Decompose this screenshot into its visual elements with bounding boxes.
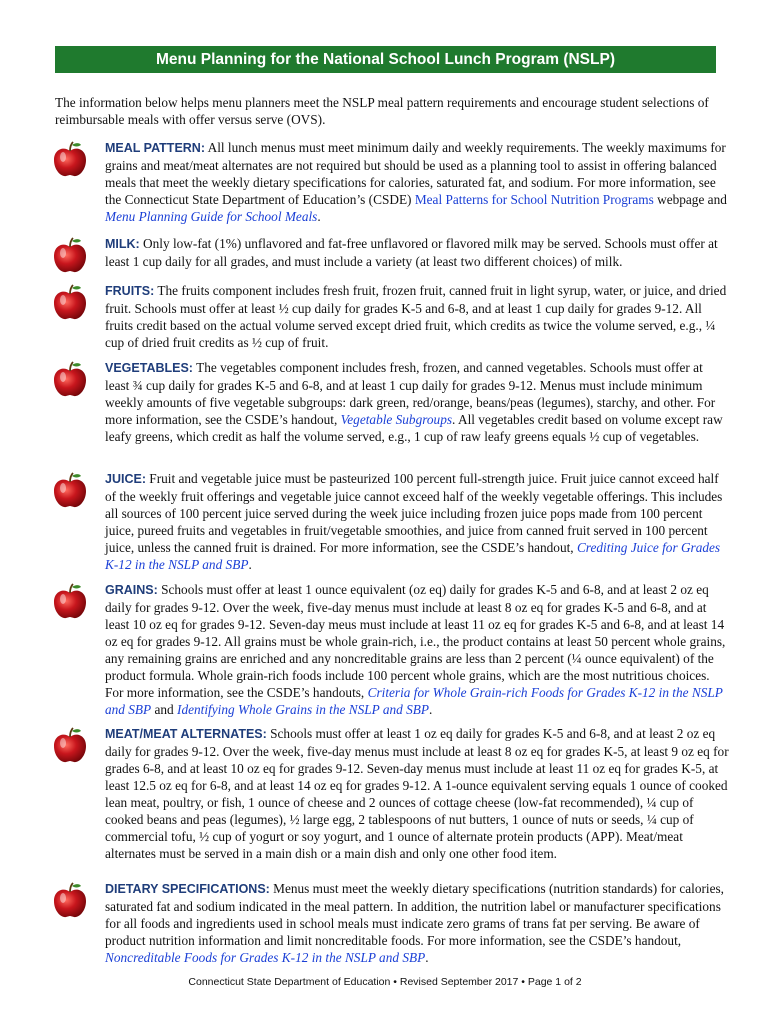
section-body: Schools must offer at least 1 oz eq daily for grades K-5 and 6-8, and at least 2 oz eq daily for grades 9-12. Over the week, five-day menus must include at least 8 oz eq for grades K-5, at least 9 oz eq for grades 6-8, and at least 10 oz eq for grades 9-12. Seven-day menus must include at least 11 oz eq for grades K-5, at least 12.5 oz eq for 6-8, and at least 14 oz eq for grades 9-12. A 1-ounce equivalent serving equals 1 ounce of cooked lean meat, poultry, or fish, 1 ounce of cheese and 2 ounces of cottage cheese (low-fat recommended), ¼ cup of cooked beans and peas (legumes), ½ large egg, 2 tablespoons of nut butters, 1 ounce of nuts or seeds, ¼ cup of commercial tofu, ½ cup of yogurt or soy yogurt, and 1 ounce of alternate protein products (APP). Meat/meat alternates must be served in a main dish or a main dish and only one other food item.	[105, 726, 729, 861]
section-text	[105, 139, 730, 225]
section-text	[105, 725, 730, 862]
section-body: The fruits component includes fresh fruit, frozen fruit, canned fruit in light syrup, water, or juice, and dried fruit. Schools must offer at least ½ cup daily for grades K-5 and 6-8, and at least 1 cup daily for grades 9-12. All fruits credit based on the actual volume served except dried fruit, which credits as twice the volume served, e.g., ¼ cup of dried fruit credits as ½ cup of fruit.	[105, 283, 727, 350]
section-text	[105, 581, 730, 718]
apple-icon	[50, 470, 90, 510]
section-heading: MEAL PATTERN:	[105, 141, 205, 155]
apple-icon	[50, 725, 90, 765]
section-vegetables	[50, 359, 730, 445]
apple-icon	[50, 235, 90, 275]
section-heading: MILK:	[105, 237, 140, 251]
crediting-juice-link[interactable]: Crediting Juice for Grades K-12 in the NSLP and SBP	[105, 540, 721, 572]
section-grains	[50, 581, 730, 718]
section-body: All lunch menus must meet minimum daily and weekly requirements. The weekly maximums for grains and meat/meat alternates are not required but should be used as a planning tool to assist in offering balanced meals that meet the weekly dietary specifications for calories, saturated fat, and sodium. For more information, see the Connecticut State Department of Education’s (CSDE)	[105, 140, 726, 207]
section-body: .	[425, 950, 429, 965]
page-footer: Connecticut State Department of Education • Revised September 2017 • Page 1 of 2	[188, 976, 582, 988]
section-heading: GRAINS:	[105, 583, 158, 597]
section-body: Fruit and vegetable juice must be pasteurized 100 percent full-strength juice. Fruit juice cannot exceed half of the weekly fruit offerings and vegetable juice cannot exceed half of the weekly vegetable offerings. This includes all sources of 100 percent juice served during the week juice including frozen juice pops made from 100 percent juice, pureed fruits and vegetables in fruit/vegetable smoothies, and juice from canned fruit served in 100 percent juice, unless the canned fruit is drained. For more information, see the CSDE’s handout,	[105, 471, 723, 555]
section-text	[105, 880, 730, 966]
section-heading: JUICE:	[105, 472, 146, 486]
intro-paragraph: The information below helps menu planners meet the NSLP meal pattern requirements and encourage student selections of reimbursable meals with offer versus serve (OVS).	[55, 95, 709, 127]
section-text	[105, 359, 730, 445]
apple-icon	[50, 359, 90, 399]
page-title: Menu Planning for the National School Lunch Program (NSLP)	[55, 46, 716, 73]
section-body: and	[151, 702, 178, 717]
section-body: .	[429, 702, 433, 717]
section-juice	[50, 470, 730, 573]
identifying-whole-grains-link[interactable]: Identifying Whole Grains in the NSLP and SBP	[177, 702, 430, 717]
section-meat-alternates	[50, 725, 730, 862]
apple-icon	[50, 139, 90, 179]
section-body: .	[317, 209, 321, 224]
section-heading: VEGETABLES:	[105, 361, 193, 375]
vegetable-subgroups-link[interactable]: Vegetable Subgroups	[340, 412, 453, 427]
section-milk	[50, 235, 730, 270]
section-body: webpage and	[653, 192, 727, 207]
noncreditable-foods-link[interactable]: Noncreditable Foods for Grades K-12 in the NSLP and SBP	[105, 950, 426, 965]
section-body: . All vegetables credit based on volume except raw leafy greens, which credit as half the volume served, e.g., 1 cup of raw leafy greens equals ½ cup of vegetables.	[105, 412, 723, 444]
section-body: .	[248, 557, 252, 572]
section-fruits	[50, 282, 730, 351]
menu-planning-guide-link[interactable]: Menu Planning Guide for School Meals	[105, 209, 318, 224]
whole-grain-criteria-link[interactable]: Criteria for Whole Grain-rich Foods for Grades K-12 in the NSLP and SBP	[105, 685, 723, 717]
section-body: Menus must meet the weekly dietary specifications (nutrition standards) for calories, saturated fat and sodium indicated in the meal pattern. In addition, the nutrition label or manufacturer specifications for all foods and ingredients used in school meals must indicate zero grams of trans fat per serving. Be aware of product nutrition information and limit noncreditable foods. For more information, see the CSDE’s handout,	[105, 881, 725, 948]
apple-icon	[50, 880, 90, 920]
section-body: Schools must offer at least 1 ounce equivalent (oz eq) daily for grades K-5 and 6-8, and at least 2 oz eq daily for grades 9-12. Over the week, five-day menus must include at least 8 oz eq for grades K-5 and 6-8, and at least 10 oz eq for grades 9-12. Seven-day meus must include at least 11 oz eq for grades K-5 and 6-8, and at least 14 oz eq for grades 9-12. All grains must be whole grain-rich, i.e., the product contains at least 50 percent whole grains, any remaining grains are enriched and any noncreditable grains are less than 2 percent (¼ ounce equivalent) of the product formula. Whole grain-rich foods include 100 percent whole grains, which are the most nutritious choices. For more information, see the CSDE’s handouts,	[105, 582, 726, 700]
section-heading: FRUITS:	[105, 284, 155, 298]
section-dietary-specifications	[50, 880, 730, 966]
section-text	[105, 282, 730, 351]
section-heading: MEAT/MEAT ALTERNATES:	[105, 727, 267, 741]
meal-patterns-link[interactable]: Meal Patterns for School Nutrition Programs	[414, 192, 654, 207]
section-heading: DIETARY SPECIFICATIONS:	[105, 882, 270, 896]
apple-icon	[50, 581, 90, 621]
section-meal-pattern	[50, 139, 730, 225]
section-body: Only low-fat (1%) unflavored and fat-free unflavored or flavored milk may be served. Schools must offer at least 1 cup daily for all grades, and must include a variety (at least two different choices) of milk.	[105, 236, 718, 269]
section-text	[105, 235, 730, 270]
section-text	[105, 470, 730, 573]
section-body: The vegetables component includes fresh, frozen, and canned vegetables. Schools must offer at least ¾ cup daily for grades K-5 and 6-8, and at least 1 cup daily for grades 9-12. Menus must include minimum weekly amounts of five vegetable subgroups: dark green, red/orange, beans/peas (legumes), starchy, and other. For more information, see the CSDE’s handout,	[105, 360, 716, 427]
apple-icon	[50, 282, 90, 322]
